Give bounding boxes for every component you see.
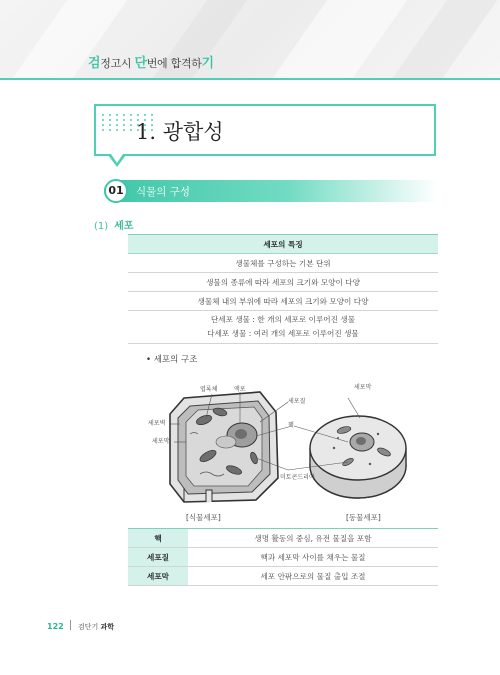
book-brand: 검정고시 단번에 합격하기 [88,56,214,71]
animal-cell-caption: [동물세포] [346,513,381,522]
table-row: 생물의 종류에 따라 세포의 크기와 모양이 다양 [128,273,438,292]
table-row: 생물체를 구성하는 기본 단위 [128,254,438,273]
chapter-title-box [94,104,436,156]
structure-bullet: • 세포의 구조 [146,355,198,365]
cell-structure-diagram [148,378,428,510]
table-row: 세포질 핵과 세포막 사이를 채우는 물질 [128,548,438,567]
animal-membrane-label: 세포막 [354,384,372,391]
book-title: 검단기 과학 [78,623,115,631]
section-title: 식물의 구성 [136,186,191,198]
animal-cell-icon [310,416,406,498]
vacuole-label: 액포 [234,386,246,393]
table-row: 핵 생명 활동의 중심, 유전 물질을 포함 [128,529,438,548]
cell-wall-label: 세포벽 [148,420,166,427]
subsection-title: 세포 [114,221,134,232]
subsection-marker: (1) [94,221,109,232]
table-header: 세포의 특징 [128,235,438,254]
chapter-title: 1. 광합성 [136,120,224,144]
table-row: 단세포 생물 : 한 개의 세포로 이루어진 생물 다세포 생물 : 여러 개의 세포로 이루어진 생물 [128,311,438,344]
plant-cell-caption: [식물세포] [186,513,221,522]
page-number: 122 [47,622,64,631]
footer-divider [70,620,71,630]
chloroplast-label: 엽록체 [200,386,218,393]
cell-features-table [128,234,438,344]
table-row: 세포막 세포 안팎으로의 물질 출입 조절 [128,567,438,586]
section-number: 01 [104,179,128,203]
nucleus-label: 핵 [288,422,294,429]
table-row: 생물체 내의 부위에 따라 세포의 크기와 모양이 다양 [128,292,438,311]
plant-membrane-label: 세포막 [152,438,170,445]
subsection-heading [94,217,134,232]
header-band [0,0,500,78]
mitochondria-label: 미토콘드리아 [280,474,315,481]
cell-parts-table [128,528,438,586]
cytoplasm-label: 세포질 [288,398,306,405]
header-divider [0,78,500,80]
plant-cell-icon [170,392,278,502]
